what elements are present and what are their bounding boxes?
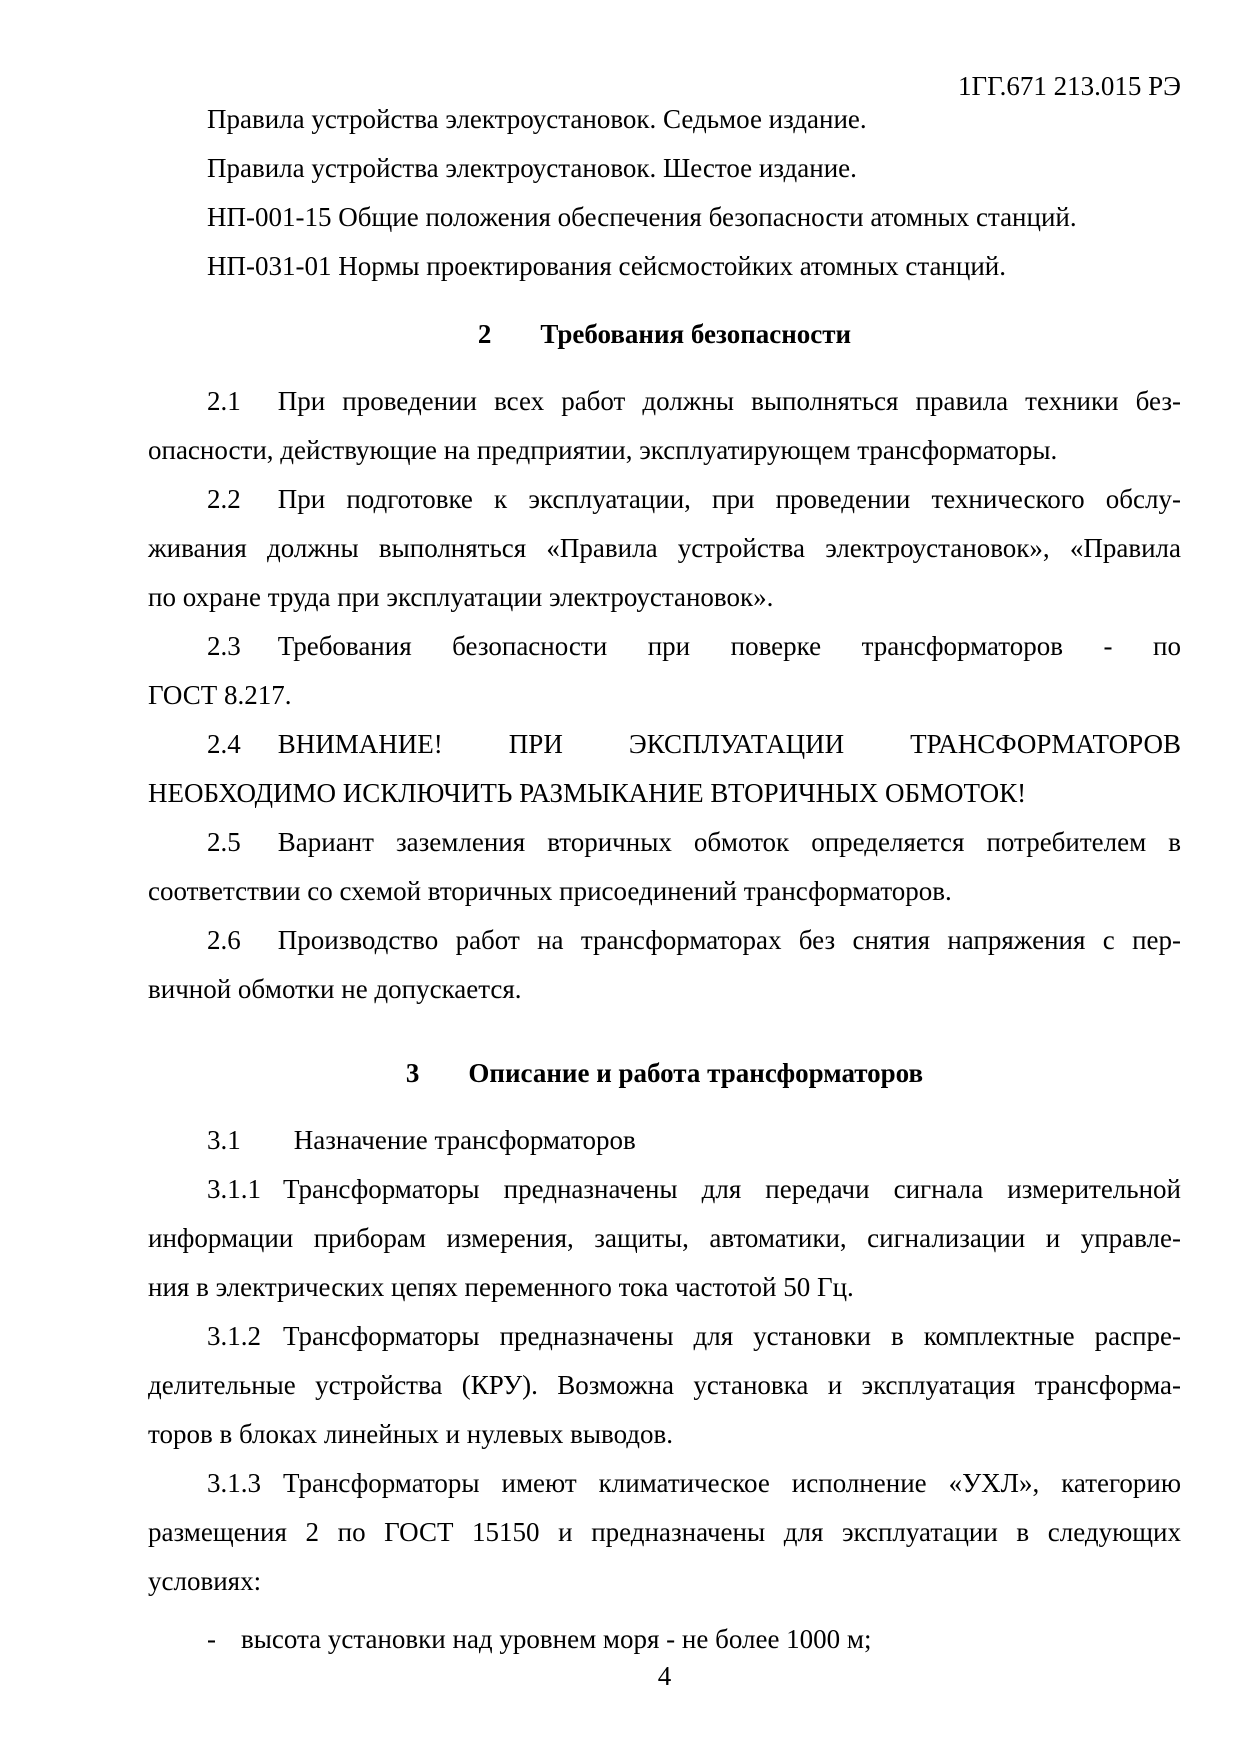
section-3-heading [148, 1049, 1181, 1098]
section-3-heading-line: 3 Описание и работа трансформаторов [405, 1058, 924, 1088]
tab-space [261, 1344, 283, 1345]
tab-space [241, 948, 278, 949]
section-2-heading-line: 2 Требования безопасности [477, 319, 852, 349]
clause-3-1-3-line: 3.1.3 Трансформаторы имеют климатическое исполнение «УХЛ», категорию [207, 1468, 1181, 1498]
clause-3-1-2 [148, 1312, 1181, 1459]
references [148, 95, 1181, 291]
clause-2-3-line: 2.3 Требования безопасности при поверке трансформаторов - по [207, 631, 1181, 661]
doc-code: 1ГГ.671 213.015 РЭ [957, 71, 1181, 101]
tab-space [241, 654, 278, 655]
clause-2-4-line: 2.4 ВНИМАНИЕ! ПРИ ЭКСПЛУАТАЦИИ ТРАНСФОРМАТОРОВ [207, 729, 1181, 759]
clause-2-4-line: НЕОБХОДИМО ИСКЛЮЧИТЬ РАЗМЫКАНИЕ ВТОРИЧНЫХ ОБМОТОК! [148, 778, 1027, 808]
clause-2-6-line: вичной обмотки не допускается. [148, 974, 522, 1004]
document-body [148, 95, 1181, 1664]
clause-2-3 [148, 622, 1181, 720]
tab-space [241, 507, 278, 508]
clause-3-1-2-line: 3.1.2 Трансформаторы предназначены для установки в комплектные распре- [207, 1321, 1181, 1351]
tab-space [419, 1081, 468, 1082]
clause-2-6-line: 2.6 Производство работ на трансформаторах без снятия напряжения с пер- [207, 925, 1181, 955]
clause-2-5 [148, 818, 1181, 916]
page-number: 4 [657, 1661, 672, 1691]
clause-3-1-3-line: размещения 2 по ГОСТ 15150 и предназначены для эксплуатации в следующих [148, 1517, 1181, 1547]
clause-3-1-2-line: торов в блоках линейных и нулевых выводов. [148, 1419, 674, 1449]
clause-3-1-1-line: 3.1.1 Трансформаторы предназначены для передачи сигнала измерительной [207, 1174, 1181, 1204]
clause-2-5-line: соответствии со схемой вторичных присоединений трансформаторов. [148, 876, 952, 906]
tab-space [241, 850, 278, 851]
clause-3-1-1-line: информации приборам измерения, защиты, автоматики, сигнализации и управле- [148, 1223, 1181, 1253]
clause-3-1-1 [148, 1165, 1181, 1312]
clause-2-4 [148, 720, 1181, 818]
clause-2-5-line: 2.5 Вариант заземления вторичных обмоток определяется потребителем в [207, 827, 1181, 857]
clause-2-1-line: опасности, действующие на предприятии, эксплуатирующем трансформаторы. [148, 435, 1058, 465]
tab-space [261, 1491, 283, 1492]
clause-2-2 [148, 475, 1181, 622]
references-line: НП-031-01 Нормы проектирования сейсмостойких атомных станций. [207, 251, 1006, 281]
references-line: Правила устройства электроустановок. Шестое издание. [207, 153, 857, 183]
tab-space [491, 342, 540, 343]
clause-2-3-line: ГОСТ 8.217. [148, 680, 292, 710]
clause-2-2-line: по охране труда при эксплуатации электроустановок». [148, 582, 774, 612]
clause-3-1-3-line: условиях: [148, 1566, 262, 1596]
clause-3-1-line: 3.1 Назначение трансформаторов [207, 1125, 636, 1155]
section-2-heading [148, 310, 1181, 359]
clause-2-2-line: живания должны выполняться «Правила устройства электроустановок», «Правила [148, 533, 1181, 563]
references-line: Правила устройства электроустановок. Седьмое издание. [207, 104, 867, 134]
references-line: НП-001-15 Общие положения обеспечения безопасности атомных станций. [207, 202, 1077, 232]
tab-space [216, 1647, 241, 1648]
clause-3-1-3 [148, 1459, 1181, 1606]
clause-2-2-line: 2.2 При подготовке к эксплуатации, при проведении технического обслу- [207, 484, 1181, 514]
list-item-altitude-line: - высота установки над уровнем моря - не более 1000 м; [207, 1624, 872, 1654]
tab-space [261, 1197, 283, 1198]
clause-2-6 [148, 916, 1181, 1014]
clause-2-1 [148, 377, 1181, 475]
clause-2-1-line: 2.1 При проведении всех работ должны выполняться правила техники без- [207, 386, 1181, 416]
tab-space [241, 409, 278, 410]
tab-space [241, 752, 278, 753]
tab-space [241, 1148, 294, 1149]
clause-3-1-2-line: делительные устройства (КРУ). Возможна установка и эксплуатация трансформа- [148, 1370, 1181, 1400]
clause-3-1 [148, 1116, 1181, 1165]
clause-3-1-1-line: ния в электрических цепях переменного тока частотой 50 Гц. [148, 1272, 854, 1302]
